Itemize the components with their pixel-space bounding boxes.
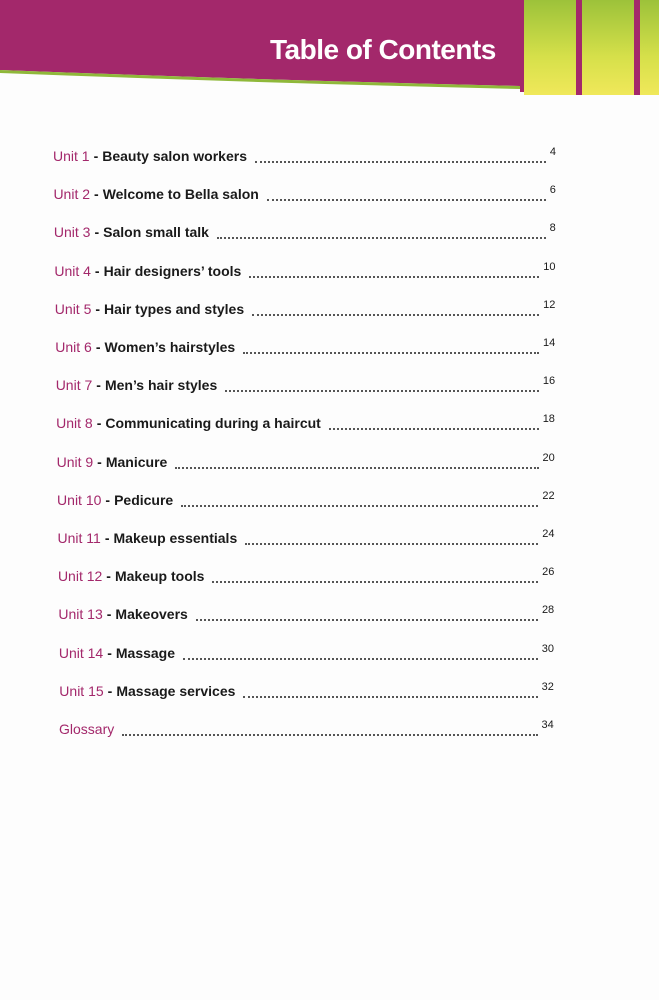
unit-title: Makeup tools xyxy=(114,568,205,585)
unit-title: Makeup essentials xyxy=(113,530,238,546)
unit-number: Unit 12 xyxy=(57,568,103,585)
unit-title: Hair types and styles xyxy=(104,300,245,317)
toc-entry[interactable] xyxy=(54,223,556,243)
toc-entry[interactable] xyxy=(55,300,556,320)
unit-number: Unit 5 xyxy=(54,300,92,317)
page-number: 14 xyxy=(543,337,556,349)
page-number: 24 xyxy=(542,528,555,540)
dot-leader xyxy=(329,428,539,430)
toc-entry-glossary[interactable] xyxy=(59,720,554,740)
unit-title: Men’s hair styles xyxy=(104,377,218,394)
dot-leader xyxy=(175,467,538,469)
unit-title: Massage services xyxy=(116,682,236,699)
dot-leader xyxy=(212,581,538,583)
toc-entry[interactable] xyxy=(56,414,555,434)
toc-entry[interactable] xyxy=(57,453,555,473)
dot-leader xyxy=(245,543,538,545)
unit-title: Beauty salon workers xyxy=(102,148,247,164)
unit-title: Manicure xyxy=(105,453,168,470)
dot-leader xyxy=(122,734,537,736)
dot-leader xyxy=(196,619,538,621)
dot-leader xyxy=(181,505,538,507)
unit-title: Pedicure xyxy=(114,491,174,508)
dot-leader xyxy=(243,352,539,354)
unit-separator: - xyxy=(104,530,110,546)
unit-separator: - xyxy=(96,415,102,432)
unit-number: Unit 1 xyxy=(53,148,90,164)
page-number: 10 xyxy=(543,260,556,273)
unit-title: Makeovers xyxy=(115,606,188,623)
page-number: 6 xyxy=(549,184,556,197)
unit-separator: - xyxy=(107,644,112,661)
unit-number: Unit 14 xyxy=(58,644,104,661)
page-title: Table of Contents xyxy=(270,34,496,65)
toc-entry[interactable] xyxy=(55,338,555,358)
unit-number: Unit 4 xyxy=(54,262,91,279)
toc-entry[interactable] xyxy=(57,491,555,511)
toc-entry[interactable] xyxy=(54,262,555,282)
toc-entry[interactable] xyxy=(58,567,554,587)
toc-entry[interactable] xyxy=(58,529,555,549)
page-number: 4 xyxy=(549,146,556,158)
dot-leader xyxy=(225,390,539,392)
page-number: 22 xyxy=(542,489,555,502)
unit-separator: - xyxy=(107,682,113,699)
page-number: 18 xyxy=(542,413,555,426)
unit-separator: - xyxy=(95,339,101,355)
dot-leader xyxy=(249,276,539,278)
unit-separator: - xyxy=(94,262,100,279)
page-number: 26 xyxy=(542,566,555,579)
unit-separator: - xyxy=(93,148,99,164)
unit-number: Unit 11 xyxy=(57,530,101,546)
unit-number: Unit 7 xyxy=(55,377,93,394)
dot-leader xyxy=(183,658,538,660)
unit-title: Massage xyxy=(115,644,176,661)
toc-entry[interactable] xyxy=(58,605,554,625)
unit-title: Communicating during a haircut xyxy=(105,415,321,432)
toc-entry[interactable] xyxy=(53,147,556,167)
unit-separator: - xyxy=(95,300,101,317)
unit-separator: - xyxy=(94,224,100,241)
unit-number: Unit 8 xyxy=(56,415,93,432)
toc-entry[interactable] xyxy=(53,185,555,205)
glossary-label: Glossary xyxy=(59,721,115,737)
unit-title: Women’s hairstyles xyxy=(104,339,236,355)
unit-separator: - xyxy=(96,377,101,394)
unit-title: Welcome to Bella salon xyxy=(102,186,259,203)
toc-entry[interactable] xyxy=(56,376,555,396)
dot-leader xyxy=(267,199,546,201)
unit-number: Unit 13 xyxy=(58,606,103,623)
toc-entry[interactable] xyxy=(59,644,554,664)
page-number: 34 xyxy=(541,719,554,731)
unit-title: Salon small talk xyxy=(103,224,209,241)
page-number: 12 xyxy=(543,298,556,311)
unit-separator: - xyxy=(106,568,111,585)
dot-leader xyxy=(255,161,546,163)
toc-entry[interactable] xyxy=(59,682,554,702)
unit-number: Unit 2 xyxy=(53,186,91,203)
page-number: 32 xyxy=(541,680,554,693)
unit-separator: - xyxy=(106,606,112,623)
dot-leader xyxy=(252,314,539,316)
unit-separator: - xyxy=(105,491,111,508)
unit-number: Unit 9 xyxy=(56,453,94,470)
unit-separator: - xyxy=(97,453,102,470)
page-number: 28 xyxy=(541,604,555,617)
page-number: 16 xyxy=(542,375,556,388)
page-number: 30 xyxy=(541,642,555,655)
unit-title: Hair designers’ tools xyxy=(103,262,242,279)
page-number: 20 xyxy=(542,451,555,464)
unit-number: Unit 10 xyxy=(57,491,102,508)
unit-number: Unit 15 xyxy=(59,682,104,699)
unit-number: Unit 3 xyxy=(53,224,91,241)
dot-leader xyxy=(217,237,546,239)
unit-number: Unit 6 xyxy=(55,339,92,355)
page-number: 8 xyxy=(549,222,556,235)
dot-leader xyxy=(243,696,537,698)
unit-separator: - xyxy=(94,186,99,203)
